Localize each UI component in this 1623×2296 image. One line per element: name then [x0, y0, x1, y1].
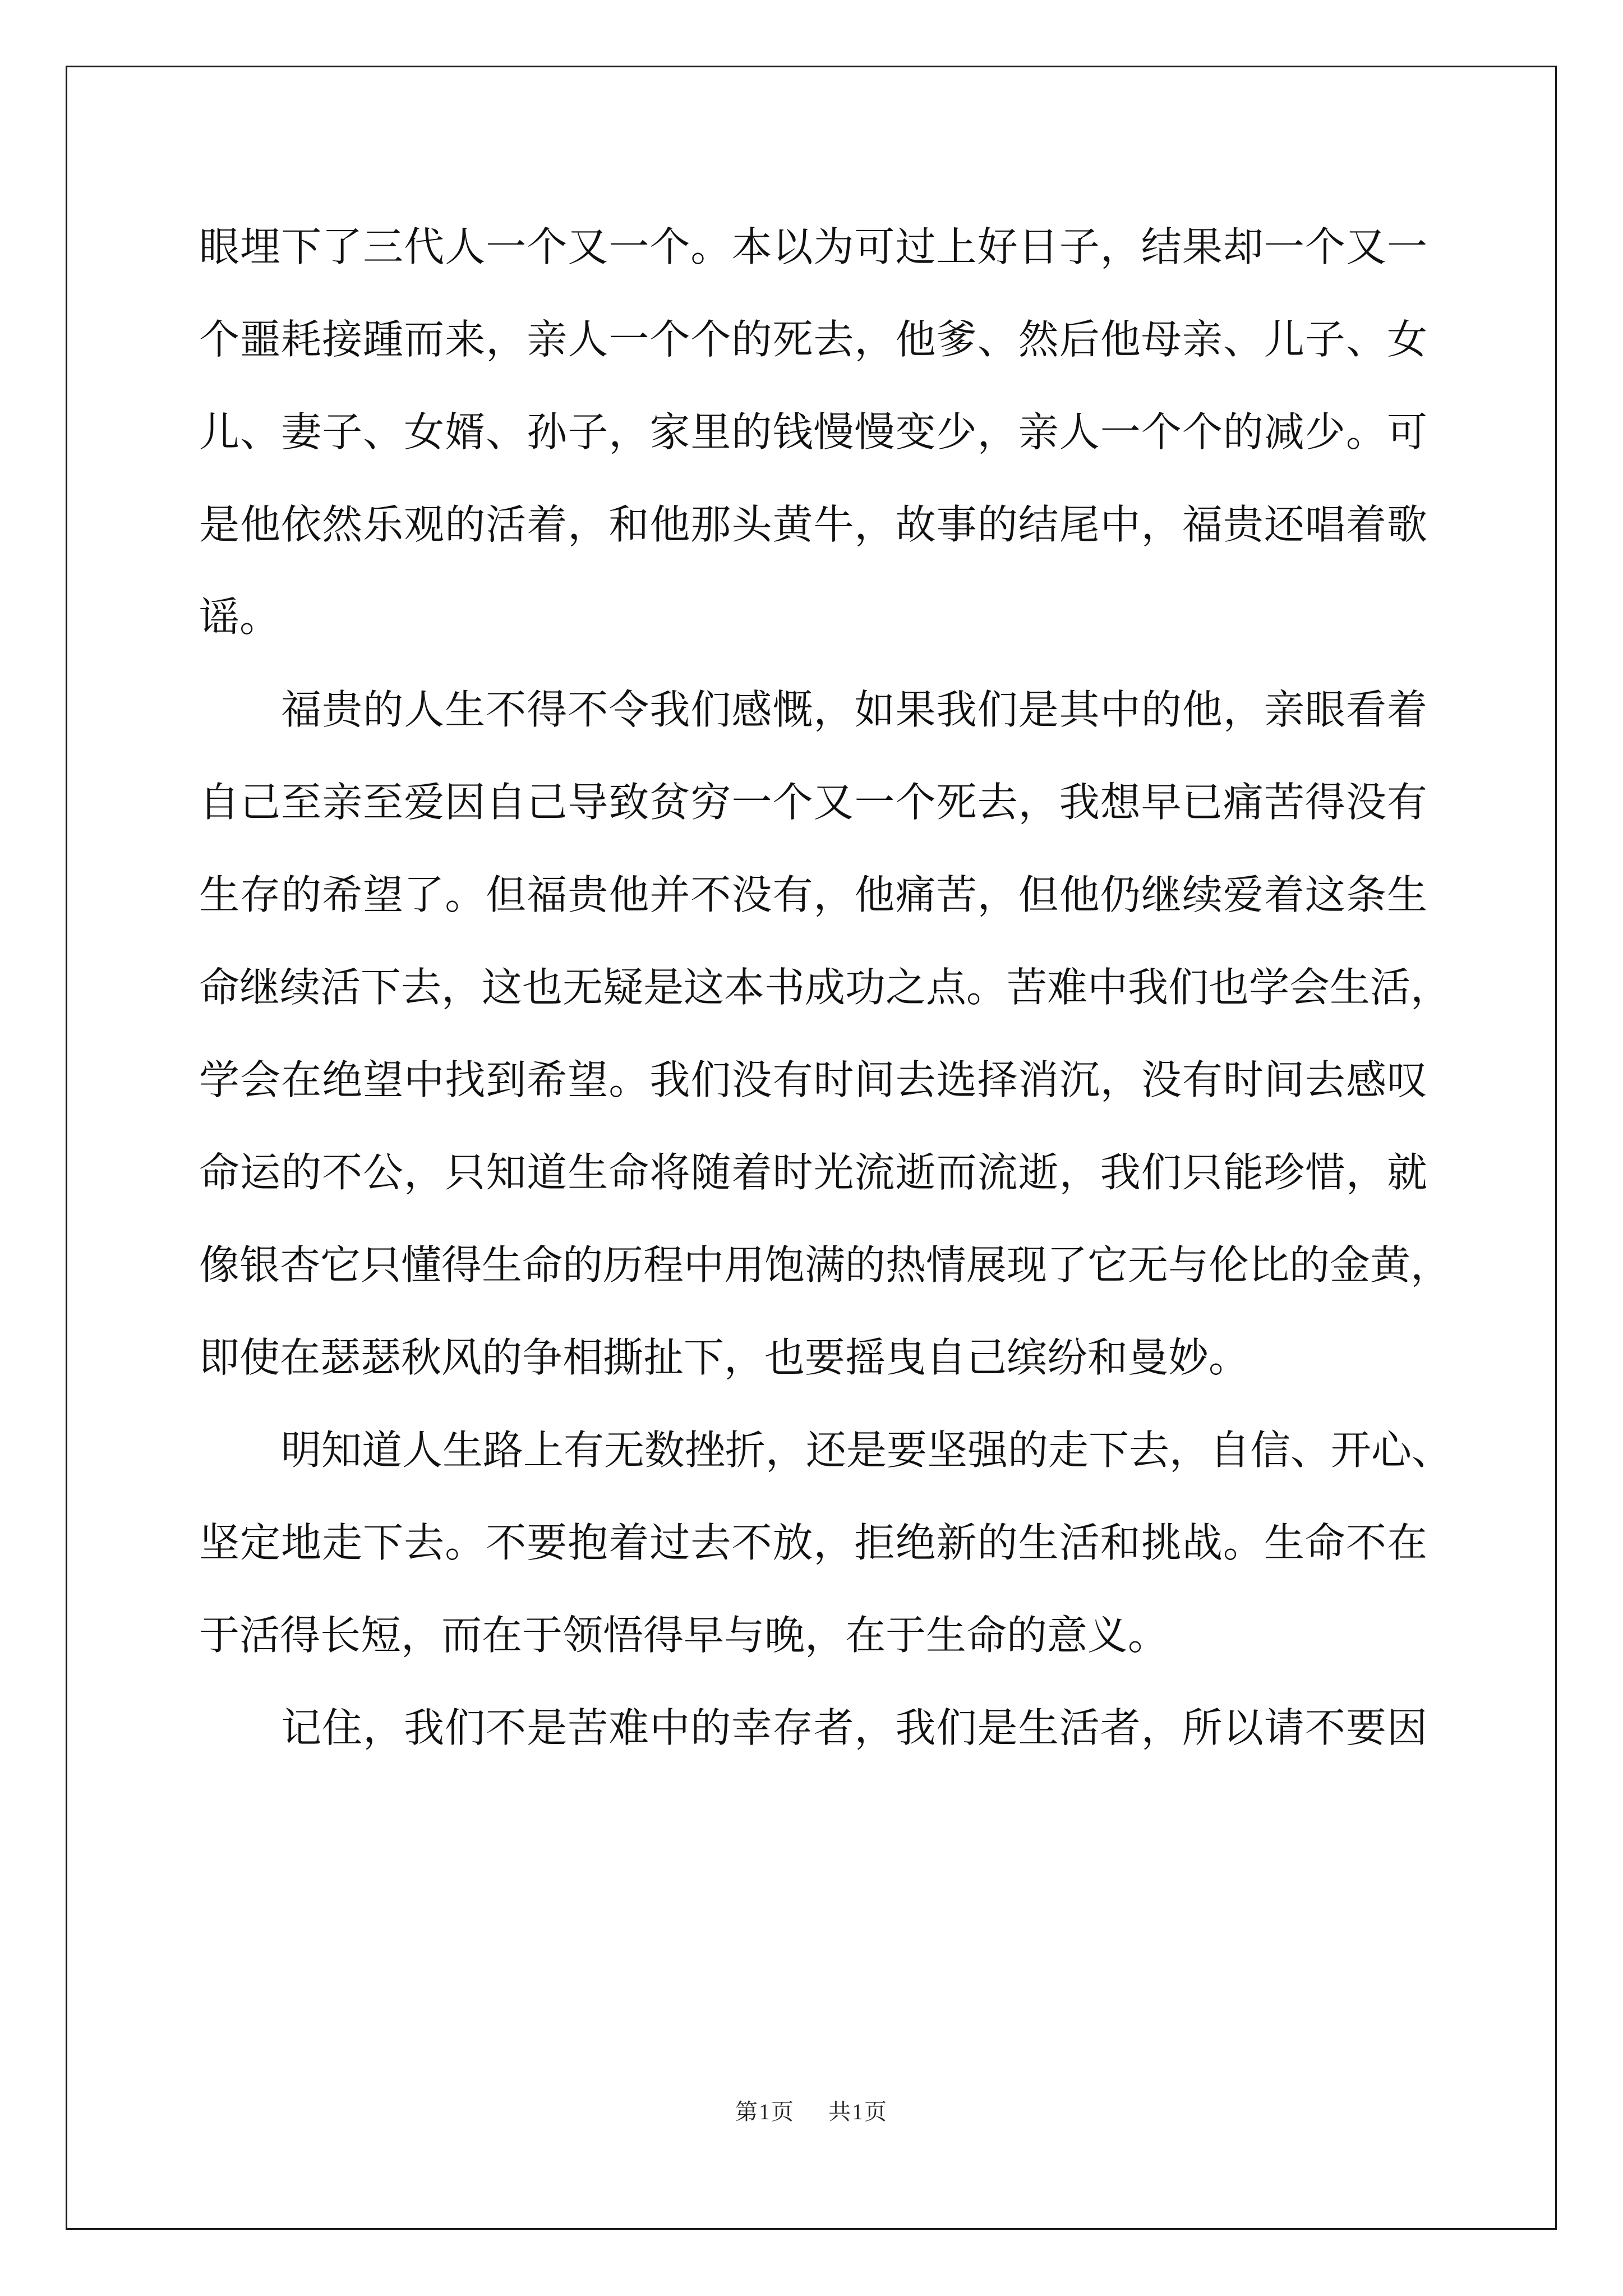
page-number-total: 共1页: [828, 2099, 888, 2124]
text-line: 自己至亲至爱因自己导致贫穷一个又一个死去，我想早已痛苦得没有: [199, 779, 1427, 826]
paragraph-first-line: 福贵的人生不得不令我们感慨，如果我们是其中的他，亲眼看着: [281, 686, 1427, 733]
text-line: 坚定地走下去。不要抱着过去不放，拒绝新的生活和挑战。生命不在: [199, 1519, 1427, 1566]
text-line: 像银杏它只懂得生命的历程中用饱满的热情展现了它无与伦比的金黄，: [199, 1241, 1451, 1289]
text-line: 眼埋下了三代人一个又一个。本以为可过上好日子，结果却一个又一: [199, 223, 1427, 270]
paragraph-first-line: 明知道人生路上有无数挫折，还是要坚强的走下去，自信、开心、: [281, 1427, 1453, 1474]
page-number-current: 第1页: [735, 2099, 795, 2124]
paragraph-first-line: 记住，我们不是苦难中的幸存者，我们是生活者，所以请不要因: [281, 1704, 1427, 1751]
text-line: 命运的不公，只知道生命将随着时光流逝而流逝，我们只能珍惜，就: [199, 1149, 1427, 1196]
text-line: 儿、妻子、女婿、孙子，家里的钱慢慢变少，亲人一个个的减少。可: [199, 408, 1427, 455]
document-body: [199, 210, 1453, 1784]
text-line: 即使在瑟瑟秋风的争相撕扯下，也要摇曳自己缤纷和曼妙。: [199, 1334, 1249, 1381]
text-line: 学会在绝望中找到希望。我们没有时间去选择消沉，没有时间去感叹: [199, 1056, 1427, 1103]
text-line: 是他依然乐观的活着，和他那头黄牛，故事的结尾中，福贵还唱着歌: [199, 501, 1427, 548]
text-line: 谣。: [199, 593, 280, 641]
text-line: 生存的希望了。但福贵他并不没有，他痛苦，但他仍继续爱着这条生: [199, 871, 1427, 918]
page-footer: [0, 2094, 1623, 2126]
text-line: 个噩耗接踵而来，亲人一个个的死去，他爹、然后他母亲、儿子、女: [199, 316, 1427, 363]
text-line: 于活得长短，而在于领悟得早与晚，在于生命的意义。: [199, 1612, 1169, 1659]
text-line: 命继续活下去，这也无疑是这本书成功之点。苦难中我们也学会生活，: [199, 964, 1451, 1011]
